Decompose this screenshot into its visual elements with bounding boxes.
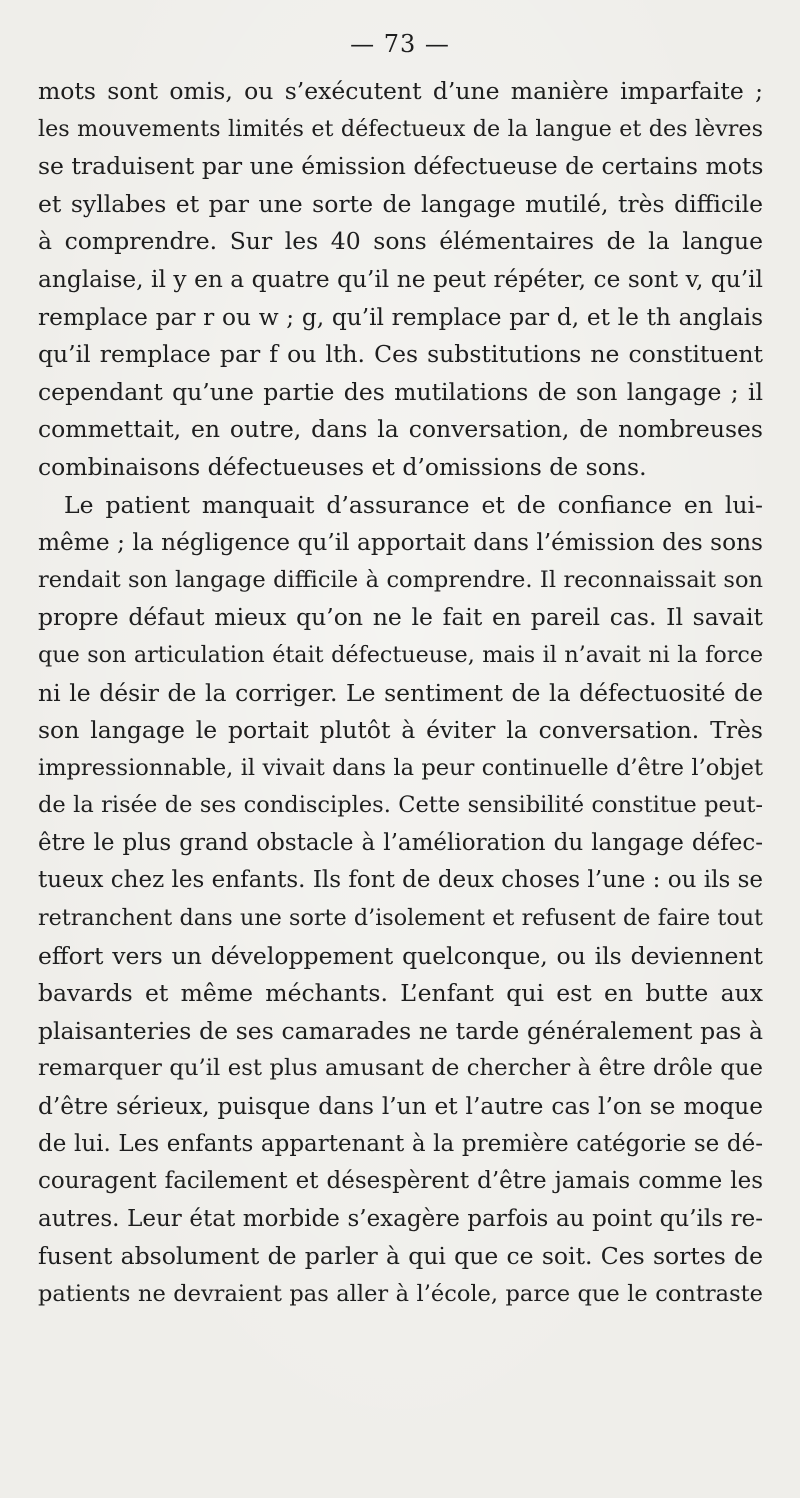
text-line: les mouvements limités et défectueux de la langue et des lèvres (38, 115, 763, 142)
text-line: Le patient manquait d’assurance et de confiance en lui- (64, 490, 763, 519)
text-line: propre défaut mieux qu’on ne le fait en pareil cas. Il savait (38, 603, 763, 632)
text-line: mots sont omis, ou s’exécutent d’une manière imparfaite ; (38, 77, 763, 105)
text-line: ni le désir de la corriger. Le sentiment de la défectuosité de (38, 678, 763, 707)
text-line: que son articulation était défectueuse, mais il n’avait ni la force (38, 641, 763, 668)
text-line: bavards et même méchants. L’enfant qui est en butte aux (38, 979, 763, 1008)
text-line: à comprendre. Sur les 40 sons élémentaires de la langue (38, 227, 763, 256)
text-line: de la risée de ses condisciples. Cette sensibilité constitue peut- (38, 792, 763, 819)
text-line: commettait, en outre, dans la conversation, de nombreuses (38, 415, 763, 444)
text-line: autres. Leur état morbide s’exagère parfois au point qu’ils re- (38, 1205, 763, 1232)
text-line: effort vers un développement quelconque, ou ils deviennent (38, 941, 763, 970)
text-line: remplace par r ou w ; g, qu’il remplace par d, et le th anglais (38, 303, 763, 331)
text-line: combinaisons défectueuses et d’omissions de sons. (38, 452, 647, 481)
page-number: — 73 — (350, 30, 450, 58)
body-text (38, 73, 763, 1314)
text-line: qu’il remplace par f ou lth. Ces substitutions ne constituent (38, 340, 763, 369)
text-line: retranchent dans une sorte d’isolement et refusent de faire tout (38, 905, 763, 932)
text-line: de lui. Les enfants appartenant à la première catégorie se dé- (38, 1130, 763, 1157)
text-line: remarquer qu’il est plus amusant de chercher à être drôle que (38, 1055, 763, 1082)
text-line: et syllabes et par une sorte de langage mutilé, très difficile (38, 189, 763, 218)
text-line: anglaise, il y en a quatre qu’il ne peut répéter, ce sont v, qu’il (38, 265, 763, 293)
text-line: d’être sérieux, puisque dans l’un et l’autre cas l’on se moque (38, 1093, 763, 1121)
text-line: son langage le portait plutôt à éviter la conversation. Très (38, 716, 763, 745)
text-line: être le plus grand obstacle à l’amélioration du langage défec- (38, 829, 763, 856)
text-line: cependant qu’une partie des mutilations de son langage ; il (38, 377, 763, 406)
text-line: fusent absolument de parler à qui que ce soit. Ces sortes de (38, 1242, 763, 1271)
text-line: même ; la négligence qu’il apportait dans l’émission des sons (38, 529, 763, 557)
text-line: tueux chez les enfants. Ils font de deux choses l’une : ou ils se (38, 867, 763, 894)
text-line: patients ne devraient pas aller à l’école, parce que le contraste (38, 1281, 763, 1307)
text-line: se traduisent par une émission défectueuse de certains mots (38, 152, 764, 181)
text-line: plaisanteries de ses camarades ne tarde généralement pas à (38, 1016, 763, 1045)
paragraph-1 (38, 73, 763, 487)
paragraph-2 (38, 487, 763, 1314)
text-line: couragent facilement et désespèrent d’être jamais comme les (38, 1168, 763, 1195)
text-line: rendait son langage difficile à comprendre. Il reconnaissait son (38, 566, 763, 593)
text-line: impressionnable, il vivait dans la peur continuelle d’être l’objet (38, 754, 763, 781)
